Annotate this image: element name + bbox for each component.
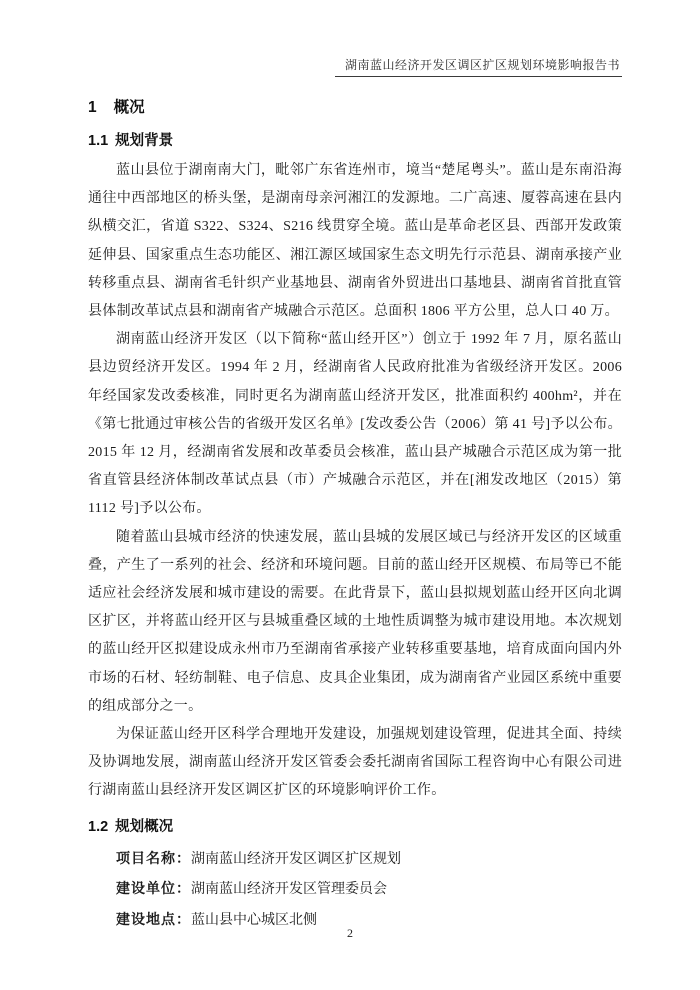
page-number: 2 bbox=[347, 926, 353, 940]
section-number: 1.2 bbox=[88, 818, 109, 835]
item-value: 蓝山县中心城区北侧 bbox=[191, 912, 317, 928]
paragraph: 随着蓝山县城市经济的快速发展，蓝山县城的发展区域已与经济开发区的区域重叠，产生了一系列的社会、经济和环境问题。目前的蓝山经开区规模、布局等已不能适应社会经济发展和城市建设的需要。在此背景下，蓝山县拟规划蓝山经开区向北调区扩区，并将蓝山经开区与县城重叠区域的土地性质调整为城市建设用地。本次规划的蓝山经开区拟建设成永州市乃至湖南省承接产业转移重要基地，培育成面向国内外市场的石材、轻纺制鞋、电子信息、皮具企业集团，成为湖南省产业园区系统中重要的组成部分之一。 bbox=[88, 529, 622, 714]
list-item-construction-unit bbox=[116, 875, 622, 906]
section-heading-1-1 bbox=[88, 129, 622, 150]
page-header bbox=[88, 56, 622, 77]
chapter-title: 概况 bbox=[113, 99, 145, 116]
page-footer bbox=[0, 924, 700, 942]
section-number: 1.1 bbox=[88, 133, 109, 149]
item-label: 项目名称： bbox=[116, 851, 191, 867]
running-header-title: 湖南蓝山经济开发区调区扩区规划环境影响报告书 bbox=[335, 56, 622, 77]
section-title: 规划概况 bbox=[115, 818, 174, 835]
paragraph: 湖南蓝山经济开发区（以下简称“蓝山经开区”）创立于 1992 年 7 月，原名蓝山县边贸经济开发区。1994 年 2 月，经湖南省人民政府批准为省级经济开发区。2006 年经国家发改委核准，同时更名为湖南蓝山经济开发区，批准面积约 400hm²，并在《第七批通过审核公告的省级开发区名单》[发改委公告（2006）第 41 号]予以公布。2015 年 12 月，经湖南省发展和改革委员会核准，蓝山县产城融合示范区成为第一批省直管县经济体制改革试点县（市）产城融合示范区，并在[湘发改地区（2015）第 1112 号]予以公布。 bbox=[88, 332, 622, 517]
list-item-project-name bbox=[116, 845, 622, 876]
item-label: 建设地点： bbox=[116, 912, 191, 928]
item-value: 湖南蓝山经济开发区调区扩区规划 bbox=[191, 851, 401, 867]
item-value: 湖南蓝山经济开发区管理委员会 bbox=[191, 882, 387, 898]
section-heading-1-2 bbox=[88, 815, 622, 836]
paragraph: 为保证蓝山经开区科学合理地开发建设，加强规划建设管理，促进其全面、持续及协调地发展，湖南蓝山经济开发区管委会委托湖南省国际工程咨询中心有限公司进行湖南蓝山县经济开发区调区扩区的环境影响评价工作。 bbox=[88, 727, 622, 799]
item-label: 建设单位： bbox=[116, 882, 191, 898]
paragraph: 蓝山县位于湖南南大门，毗邻广东省连州市，境当“楚尾粤头”。蓝山是东南沿海通往中西部地区的桥头堡，是湖南母亲河湘江的发源地。二广高速、厦蓉高速在县内纵横交汇，省道 S322、S324、S216 线贯穿全境。蓝山是革命老区县、西部开发政策延伸县、国家重点生态功能区、湘江源区域国家生态文明先行示范县、湖南承接产业转移重点县、湖南省毛针织产业基地县、湖南省外贸进出口基地县、湖南省首批直管县体制改革试点县和湖南省产城融合示范区。总面积 1806 平方公里，总人口 40 万。 bbox=[88, 163, 622, 320]
chapter-heading bbox=[88, 95, 622, 117]
chapter-number: 1 bbox=[88, 99, 97, 116]
section-title: 规划背景 bbox=[115, 133, 174, 149]
